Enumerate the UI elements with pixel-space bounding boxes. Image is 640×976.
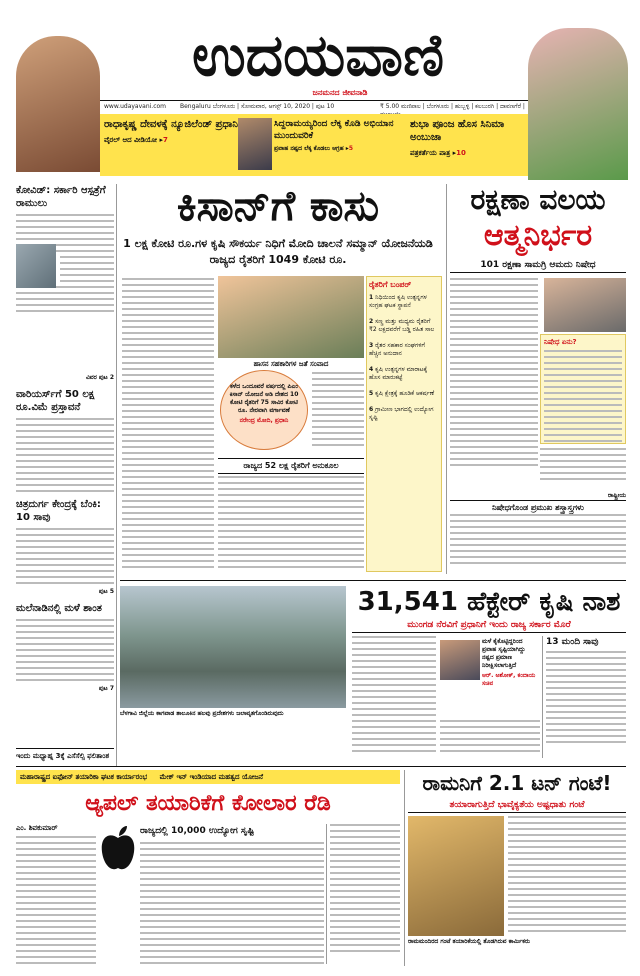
lead-photo-caption: ಹಾಸನ ಸಹಕಾರಿಗಳ ಜತೆ ಸಂವಾದ xyxy=(253,360,329,368)
defence-tag: ರಾಷ್ಟ್ರೀಯ xyxy=(607,492,626,499)
left-story-2-lines xyxy=(16,418,114,492)
left-portrait-photo xyxy=(16,36,100,172)
defence-headline-1[interactable]: ರಕ್ಷಣಾ ವಲಯ xyxy=(470,183,606,216)
agri-text-2 xyxy=(440,720,540,760)
agri-side-title: 13 ಮಂದಿ ಸಾವು xyxy=(546,637,599,647)
apple-headline[interactable]: ಆ್ಯಪಲ್ ತಯಾರಿಕೆಗೆ ಕೋಲಾರ ರೆಡಿ xyxy=(85,791,331,816)
lead-deck: 1 ಲಕ್ಷ ಕೋಟಿ ರೂ.ಗಳ ಕೃಷಿ ಸೌಕರ್ಯ ನಿಧಿಗೆ ಮೋದಿ ಚಾಲನೆ ಸಮ್ಮಾನ್‌ ಯೋಜನೆಯಡಿ ರಾಜ್ಯದ ರೈತರಿಗೆ 1049 ಕೋಟಿ ರೂ. xyxy=(123,237,433,266)
apple-strip: ಮಹಾರಾಷ್ಟ್ರದ ಐಫೋನ್ ತಯಾರಿಕಾ ಘಟಕ ಕಾರ್ಯಾರಂಭ ಮೇಕ್ ಇನ್ ಇಂಡಿಯಾದ ಮಹತ್ವದ ಯೋಜನೆ xyxy=(16,770,400,784)
bumper-item-6: 6 ಗ್ರಾಮೀಣ ಭಾಗದಲ್ಲಿ ಉದ್ಯೋಗ ಸೃಷ್ಟಿ xyxy=(369,406,434,421)
teaser-3[interactable] xyxy=(410,118,526,174)
flood-photo-caption: ಬೆಳಗಾವಿ ಜಿಲ್ಲೆಯ ಕಾಗವಾಡ ತಾಲೂಕಿನ ಹಲವು ಪ್ರದೇಶಗಳು ಜಲಾವೃತಗೊಂಡಿರುವುದು xyxy=(120,710,284,717)
dateline: Bengaluru ಬೆಂಗಳೂರು | ಸೋಮವಾರ, ಆಗಸ್ಟ್ 10, 2020 | ಪುಟ 10 xyxy=(180,103,335,110)
right-actress-photo xyxy=(528,28,628,180)
left-story-4-title[interactable]: ಮಲೆನಾಡಿನಲ್ಲಿ ಮಳೆ ಶಾಂತ xyxy=(16,603,102,614)
agri-headline[interactable]: 31,541 ಹೆಕ್ಟೇರ್ ಕೃಷಿ ನಾಶ xyxy=(357,587,621,617)
masthead-title: ಉದಯವಾಣಿ xyxy=(191,21,445,89)
teaser-2-photo xyxy=(238,118,272,170)
left-story-3-lines xyxy=(16,528,114,584)
teaser-2[interactable] xyxy=(274,118,404,174)
ram-text xyxy=(508,816,626,934)
teaser-1-title: ರಾಧಾಕೃಷ್ಣ ದೇವಳಕ್ಕೆ ನ್ಯೂಜಿಲೆಂಡ್ ಪ್ರಧಾನಿ xyxy=(104,119,238,130)
apple-logo-svg xyxy=(98,824,138,874)
ram-caption: ರಾಮಮಂದಿರದ ಗಂಟೆ ತಯಾರಿಕೆಯಲ್ಲಿ ತೊಡಗಿರುವ ಕಾರ್ಮಿಕರು xyxy=(408,938,531,945)
left-story-2-title[interactable]: ವಾರಿಯರ್ಸ್‌ಗೆ 50 ಲಕ್ಷ ರೂ.ವಿಮೆ ಪ್ರಸ್ತಾವನೆ xyxy=(16,389,95,413)
lead-col-2-text xyxy=(312,372,364,452)
masthead-tagline: ಜನಮನದ ಜೀವನಾಡಿ xyxy=(312,88,368,97)
teaser-3-title: ಶುಭಾ ಪೂಂಜ ಹೊಸ ಸಿನಿಮಾ ಅಂಬುಜಾ xyxy=(410,119,505,143)
bumper-item-1: 1 ನಿಧಿಯಿಂದ ಕೃಷಿ ಉತ್ಪನ್ನಗಳ ಸಂಗ್ರಹ ಘಟಕ ಸ್ಥಾಪನೆ xyxy=(369,294,427,309)
lead-headline[interactable]: ಕಿಸಾನ್‌ಗೆ ಕಾಸು xyxy=(176,181,380,230)
bumper-item-3: 3 ರೈತರ ಸಹಕಾರ ಸಂಘಗಳಿಗೆ ಹೆಚ್ಚಿನ ಅನುದಾನ xyxy=(369,342,426,357)
left-column-rule xyxy=(116,184,117,766)
teaser-2-title: ಸಿದ್ದರಾಮಯ್ಯರಿಂದ ಲೆಕ್ಕ ಕೊಡಿ ಅಭಿಯಾನ ಮುಂದುವರಿಕೆ xyxy=(274,119,394,141)
apple-logo-icon xyxy=(98,824,138,874)
mid-page-rule xyxy=(120,580,626,581)
defence-box xyxy=(540,334,626,444)
ram-bell-photo xyxy=(408,816,504,936)
agri-minister-photo xyxy=(440,640,480,680)
bumper-box xyxy=(366,276,442,572)
teaser-3-sub: ಪತ್ರಕರ್ತೆಯ ಪಾತ್ರ ▸10 xyxy=(410,149,466,157)
agri-side-box xyxy=(542,636,626,758)
ram-headline[interactable]: ರಾಮನಿಗೆ 2.1 ಟನ್ ಗಂಟೆ! xyxy=(422,771,612,795)
lead-sub-head: ರಾಜ್ಯದ 52 ಲಕ್ಷ ರೈತರಿಗೆ ಅನುಕೂಲ xyxy=(218,458,364,474)
lead-circle-quote: ಕಳೆದ ಒಂದೂವರೆ ವರ್ಷದಲ್ಲಿ ಪಿಎಂ ಕಿಸಾನ್‌ ಯೋಜನೆ ಅಡಿ ದೇಶದ 10 ಕೋಟಿ ರೈತರಿಗೆ 75 ಸಾವಿರ ಕೋಟಿ ರೂ. ನೇರವಾಗಿ ವರ್ಗಾವಣೆ ನರೇಂದ್ರ ಮೋದಿ, ಪ್ರಧಾನಿ xyxy=(220,370,308,450)
masthead-rule xyxy=(100,100,528,101)
left-footer-note[interactable]: ಇಂದು ಮಧ್ಯಾಹ್ನ 3ಕ್ಕೆ ಎಸೆಸೆಲ್ಸಿ ಫ‌ಲಿತಾಂಶ xyxy=(16,748,114,761)
left-column xyxy=(16,184,114,754)
bumper-item-5: 5 ಕೃಷಿ ಕ್ಷೇತ್ರಕ್ಕೆ ಹೂಡಿಕೆ ಆಕರ್ಷಣೆ xyxy=(369,390,435,397)
agri-deck: ಮುಂಗಡ ನೆರವಿಗೆ ಪ್ರಧಾನಿಗೆ ಇಂದು ರಾಜ್ಯ ಸರ್ಕಾರ ಮೊರೆ xyxy=(352,620,626,633)
lead-col-3-text xyxy=(218,476,364,576)
agri-text xyxy=(352,636,436,756)
defence-deck: 101 ರಕ್ಷಣಾ ಸಾಮಗ್ರಿ ಆಮದು ನಿಷೇಧ xyxy=(450,260,626,273)
apple-side-box xyxy=(326,824,400,964)
left-story-3-title[interactable]: ಚಿತ್ರದುರ್ಗ ಕೇಂದ್ರಕ್ಕೆ ಬೆಂಕಿ: 10 ಸಾವು xyxy=(16,499,101,523)
defence-column-rule xyxy=(446,184,447,574)
bumper-item-2: 2 ಸಣ್ಣ ಮತ್ತು ಮಧ್ಯಮ ರೈತರಿಗೆ ₹2 ಲಕ್ಷದವರೆಗೆ ಬಡ್ಡಿ ರಹಿತ ಸಾಲ xyxy=(369,318,435,333)
left-story-1-photo xyxy=(16,244,56,288)
ram-deck: ತಯಾರಾಗುತ್ತಿದೆ ಭಾವೈಕ್ಯತೆಯ ಅಷ್ಟಧಾತು ಗಂಟೆ xyxy=(408,800,626,813)
teaser-2-sub: ಪ್ರವಾಹ ನಷ್ಟದ ಲೆಕ್ಕ ಕೊಡಲು ಆಗ್ರಹ ▸5 xyxy=(274,145,354,152)
left-story-4-lines xyxy=(16,619,114,681)
defence-headline-2[interactable]: ಆತ್ಮನಿರ್ಭರ xyxy=(483,218,593,253)
flood-photo xyxy=(120,586,346,708)
defence-text-2 xyxy=(540,448,626,488)
ram-column-rule xyxy=(404,770,405,966)
website: www.udayavani.com xyxy=(104,103,167,110)
bumper-title: ರೈತರಿಗೆ ಬಂಪರ್ xyxy=(369,280,412,289)
price-editions: ₹ 5.00 ಮಣಿಪಾಲ | ಬೆಂಗಳೂರು | ಹುಬ್ಬಳ್ಳಿ | ಕಲಬುರಗಿ | ದಾವಣಗೆರೆ | xyxy=(380,103,525,110)
left-story-3-tag: ಪುಟ 5 xyxy=(98,588,114,595)
left-story-1-title[interactable]: ಕೋವಿಡ್: ಸರ್ಕಾರಿ ಆಸ್ಪತ್ರೆಗೆ ರಾಮುಲು xyxy=(16,185,106,209)
agri-quote: ಮಳೆ ಕೈಕೊಟ್ಟಿದ್ದರಿಂದ ಪ್ರವಾಹ ಸೃಷ್ಟಿಯಾಗಿದ್ದು ನಷ್ಟದ ಪ್ರಮಾಣ ನಿರೀಕ್ಷಿಸಲಾಗುತ್ತಿದೆ ಆರ್. ಅಶೋಕ್, ಕಂದಾಯ ಸಚಿವ xyxy=(482,638,536,687)
apple-strip-2: ಮೇಕ್ ಇನ್ ಇಂಡಿಯಾದ ಮಹತ್ವದ ಯೋಜನೆ xyxy=(159,773,263,781)
apple-text-2 xyxy=(140,842,324,966)
left-story-4-tag: ಪುಟ 7 xyxy=(98,685,114,692)
left-story-1-body xyxy=(16,214,114,374)
defence-minister-photo xyxy=(544,278,626,332)
defence-list xyxy=(450,514,626,570)
apple-sub-head: ರಾಜ್ಯದಲ್ಲಿ 10,000 ಉದ್ಯೋಗ ಸೃಷ್ಟಿ xyxy=(140,826,255,836)
bottom-section-rule xyxy=(16,766,626,767)
lead-modi-photo xyxy=(218,276,364,358)
defence-box-title: ನಿಷೇಧ ಏನು? xyxy=(544,338,577,346)
defence-list-title: ನಿಷೇಧಗೊಂಡ ಪ್ರಮುಖ ಶಸ್ತ್ರಾಸ್ತ್ರಗಳು xyxy=(450,500,626,513)
apple-text-1 xyxy=(16,836,96,966)
defence-text xyxy=(450,278,538,474)
teaser-1[interactable] xyxy=(104,118,238,174)
bumper-item-4: 4 ಕೃಷಿ ಉತ್ಪನ್ನಗಳ ಮಾರಾಟಕ್ಕೆ ಹೊಸ ಮಾರುಕಟ್ಟೆ xyxy=(369,366,428,381)
left-story-1-tag: ವಿವರ ಪುಟ 2 xyxy=(85,374,114,381)
lead-col-1-text xyxy=(122,278,214,578)
apple-byline: ಎಂ. ಶಿವಕುಮಾರ್ xyxy=(16,824,58,832)
teaser-1-sub: ವೈರಲ್ ಆದ ವೀಡಿಯೋ ▸7 xyxy=(104,136,168,144)
